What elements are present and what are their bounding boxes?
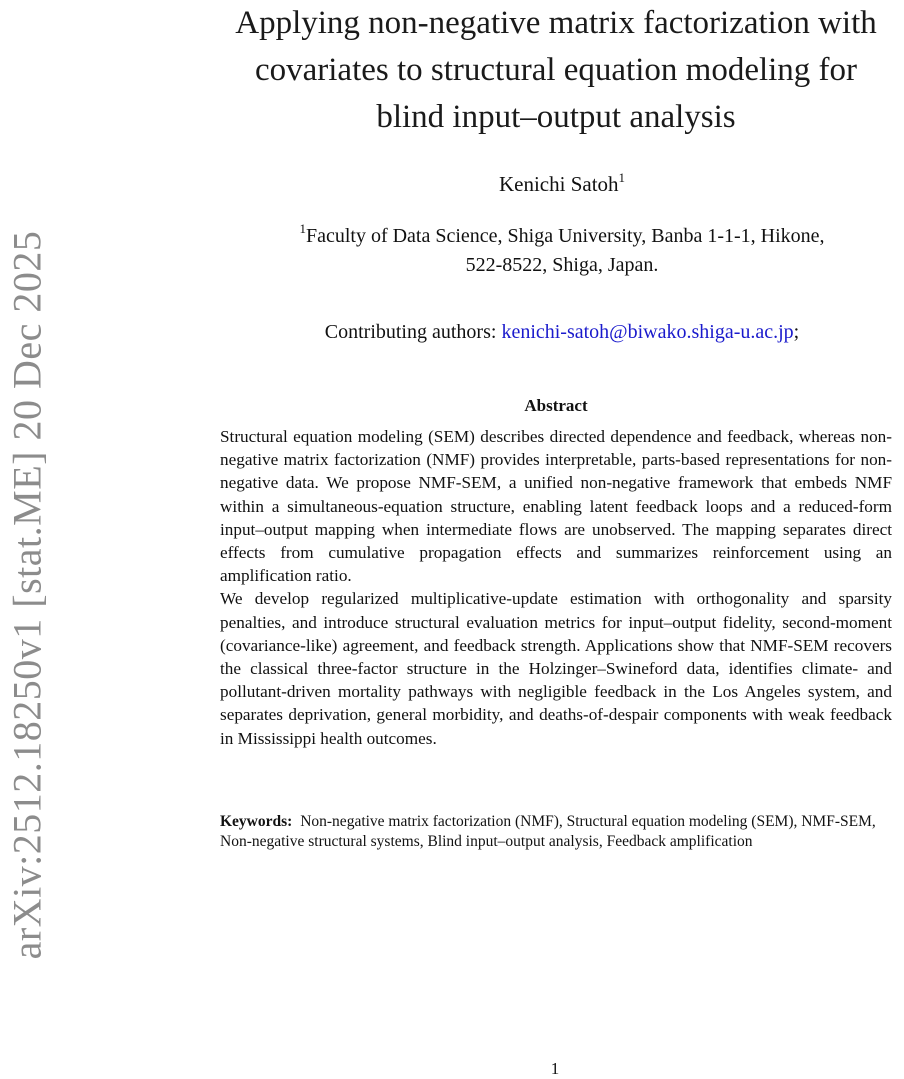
arxiv-side-stamp bbox=[4, 215, 50, 975]
author-affil-mark: 1 bbox=[618, 170, 626, 185]
page-number: 1 bbox=[550, 1059, 560, 1078]
affil-line-1: Faculty of Data Science, Shiga University, Banba 1-1-1, Hikone, bbox=[305, 225, 825, 247]
affil-line-2: 522-8522, Shiga, Japan. bbox=[465, 254, 659, 276]
author-name: Kenichi Satoh bbox=[498, 172, 619, 196]
contributing-authors bbox=[220, 321, 904, 344]
affiliation bbox=[220, 214, 904, 280]
author-line bbox=[220, 170, 904, 197]
arxiv-identifier: arXiv:2512.18250v1 [stat.ME] 20 Dec 2025 bbox=[4, 230, 50, 960]
abstract-heading: Abstract bbox=[524, 396, 588, 415]
keywords-text: Non-negative matrix factorization (NMF), Structural equation modeling (SEM), NMF-SEM, Non-negative structural systems, Blind input–output analysis, Feedback amplification bbox=[220, 813, 876, 850]
abstract-body bbox=[220, 425, 892, 750]
title-line: Applying non-negative matrix factorization with bbox=[235, 5, 877, 41]
keywords-label: Keywords: bbox=[220, 813, 293, 830]
title-line: covariates to structural equation modeling for bbox=[254, 52, 858, 88]
title-line: blind input–output analysis bbox=[376, 99, 736, 135]
keywords bbox=[220, 812, 892, 852]
contrib-label: Contributing authors: bbox=[324, 321, 502, 343]
paper-title bbox=[205, 0, 904, 141]
contrib-suffix: ; bbox=[793, 321, 800, 343]
author-email-link[interactable]: kenichi-satoh@biwako.shiga-u.ac.jp bbox=[501, 321, 794, 343]
abstract-paragraph: We develop regularized multiplicative-update estimation with orthogonality and sparsity penalties, and introduce structural evaluation metrics for input–output fidelity, second-moment (covariance-like) agreement, and feedback strength. Applications show that NMF-SEM recovers the classical three-factor structure in the Holzinger–Swineford data, identifies climate- and pollutant-driven mortality pathways with negligible feedback in the Los Angeles system, and separates deprivation, general morbidity, and deaths-of-despair components with weak feedback in Mississippi health outcomes. bbox=[220, 589, 892, 748]
abstract-paragraph: Structural equation modeling (SEM) describes directed dependence and feedback, whereas non-negative matrix factorization (NMF) provides interpretable, parts-based representations for non-negative data. We propose NMF-SEM, a unified non-negative framework that embeds NMF within a simultaneous-equation structure, enabling latent feedback loops and a reduced-form input–output mapping when intermediate flows are unobserved. The mapping separates direct effects from cumulative propagation effects and summarizes reinforcement using an amplification ratio. bbox=[220, 427, 892, 586]
affil-mark: 1 bbox=[299, 221, 306, 236]
